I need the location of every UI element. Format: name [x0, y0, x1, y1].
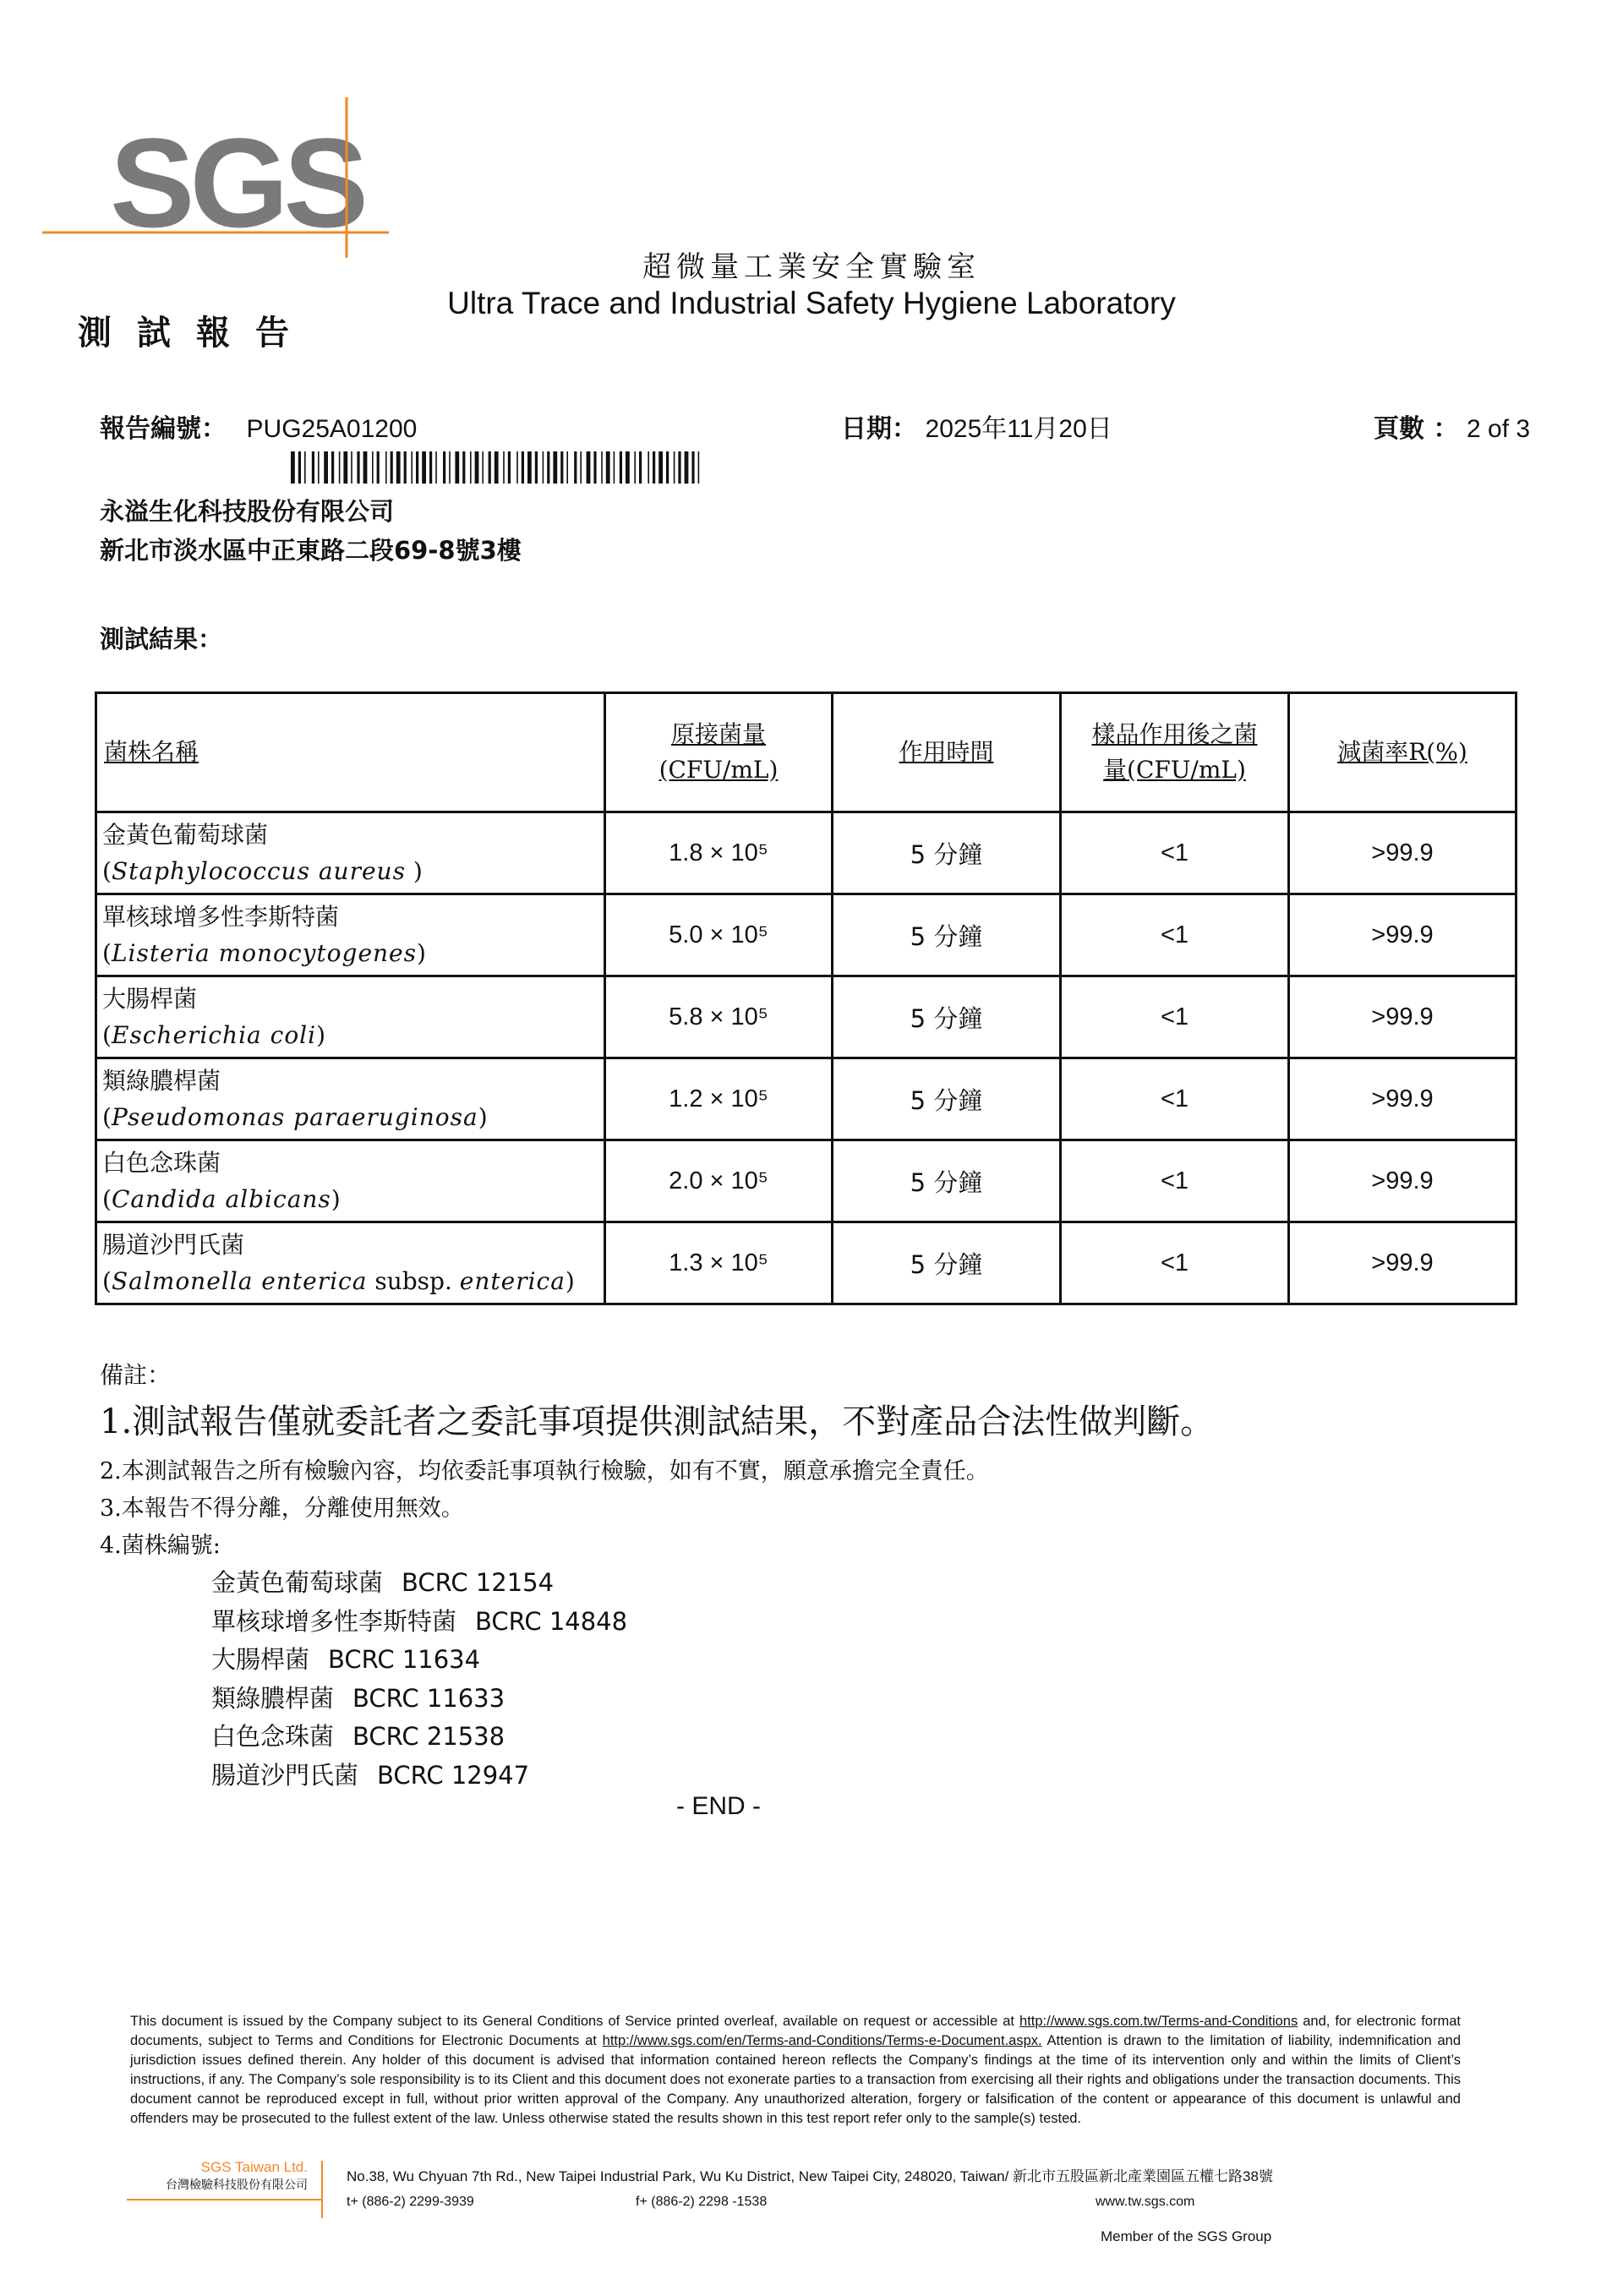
barcode-bar [422, 451, 426, 484]
strain-code-value: BCRC 11633 [352, 1683, 505, 1713]
inoculum-cell: 5.8 × 10⁵ [605, 976, 833, 1058]
strain-name-cell [96, 976, 605, 1058]
reduction-cell: >99.9 [1289, 976, 1516, 1058]
client-info [100, 492, 522, 570]
after-count-cell: <1 [1061, 812, 1289, 894]
header-reduction: 減菌率R(%) [1289, 693, 1516, 812]
strain-name-zh: 腸道沙門氏菌 [102, 1231, 245, 1259]
inoculum-cell: 5.0 × 10⁵ [605, 894, 833, 976]
strain-code-name: 金黃色葡萄球菌 [211, 1568, 384, 1597]
strain-name-cell [96, 1222, 605, 1304]
barcode-bar [449, 451, 451, 484]
barcode-bar [639, 451, 642, 484]
strain-scientific-name: (Salmonella enterica subsp. enterica) [102, 1267, 575, 1295]
barcode-bar [391, 451, 393, 484]
barcode-bar [658, 451, 663, 484]
note-1: 1.測試報告僅就委託者之委託事項提供測試結果，不對產品合法性做判斷。 [100, 1402, 1215, 1441]
time-cell: 5 分鐘 [833, 1222, 1061, 1304]
footer-fax: f+ (886-2) 2298 -1538 [636, 2195, 768, 2209]
strain-code-name: 白色念珠菌 [211, 1722, 335, 1751]
barcode-bar [377, 451, 380, 484]
barcode-bar [455, 451, 459, 484]
strain-name-zh: 大腸桿菌 [102, 985, 198, 1013]
after-count-cell: <1 [1061, 894, 1289, 976]
barcode-bar [614, 451, 615, 484]
page-value: 2 of 3 [1467, 415, 1531, 443]
time-cell: 5 分鐘 [833, 1058, 1061, 1140]
strain-code-value: BCRC 12154 [402, 1568, 555, 1597]
header-strain: 菌株名稱 [96, 693, 605, 812]
barcode-bar [543, 451, 544, 484]
terms-link[interactable]: http://www.sgs.com.tw/Terms-and-Conditions [1019, 2014, 1298, 2029]
time-cell: 5 分鐘 [833, 1140, 1061, 1222]
barcode-bar [547, 451, 549, 484]
header-time: 作用時間 [833, 693, 1061, 812]
table-row [96, 976, 1516, 1058]
strain-code-item [211, 1757, 627, 1796]
barcode-bar [435, 451, 437, 484]
footer-website[interactable]: www.tw.sgs.com [1096, 2195, 1195, 2209]
sgs-logo [42, 93, 397, 262]
strain-code-item [211, 1603, 627, 1642]
strain-code-value: BCRC 21538 [352, 1722, 505, 1751]
inoculum-cell: 2.0 × 10⁵ [605, 1140, 833, 1222]
barcode-bar [620, 451, 622, 484]
after-count-cell: <1 [1061, 1222, 1289, 1304]
strain-code-item [211, 1564, 627, 1603]
disclaimer [130, 2012, 1461, 2129]
barcode-bar [626, 451, 630, 484]
barcode-bar [685, 451, 689, 484]
barcode-bar [698, 451, 700, 484]
footer-divider-vertical [321, 2161, 323, 2218]
barcode-bar [522, 451, 524, 484]
barcode-bar [298, 451, 301, 484]
page-label: 頁數 ： [1374, 414, 1459, 444]
barcode-bar [560, 451, 563, 484]
results-table [95, 692, 1517, 1305]
barcode-bar [678, 451, 680, 484]
time-cell: 5 分鐘 [833, 976, 1061, 1058]
header-inoculum: 原接菌量 (CFU/mL) [605, 693, 833, 812]
strain-name-cell [96, 1140, 605, 1222]
barcode-bar [535, 451, 538, 484]
barcode-bar [574, 451, 577, 484]
barcode-bar [429, 451, 432, 484]
barcode-bar [527, 451, 532, 484]
barcode-bar [489, 451, 491, 484]
reduction-cell: >99.9 [1289, 894, 1516, 976]
barcode-bar [331, 451, 334, 484]
reduction-cell: >99.9 [1289, 1222, 1516, 1304]
footer-divider [127, 2199, 321, 2200]
after-count-cell: <1 [1061, 1058, 1289, 1140]
table-header-row [96, 693, 1516, 812]
table-row [96, 1140, 1516, 1222]
inoculum-cell: 1.8 × 10⁵ [605, 812, 833, 894]
barcode-bar [363, 451, 368, 484]
strain-code-value: BCRC 12947 [377, 1760, 530, 1790]
barcode-bar [339, 451, 341, 484]
logo-text: SGS [110, 112, 364, 254]
strain-scientific-name: (Candida albicans) [102, 1185, 341, 1213]
barcode-bar [404, 451, 407, 484]
footer-address: No.38, Wu Chyuan 7th Rd., New Taipei Industrial Park, Wu Ku District, New Taipei City, 248020, Taiwan/ 新北市五股區新北產業園區五權七路38號 [347, 2168, 1273, 2184]
strain-code-item [211, 1718, 627, 1757]
page-count [1374, 407, 1530, 445]
report-number [100, 407, 417, 445]
barcode-bar [443, 451, 445, 484]
after-count-cell: <1 [1061, 976, 1289, 1058]
table-row [96, 1222, 1516, 1304]
strain-name-zh: 類綠膿桿菌 [102, 1067, 221, 1095]
footer-brand [130, 2159, 308, 2193]
strain-code-item [211, 1641, 627, 1680]
strain-name-cell [96, 894, 605, 976]
table-row [96, 1058, 1516, 1140]
barcode-bar [691, 451, 694, 484]
footer-telephone: t+ (886-2) 2299-3939 [347, 2195, 474, 2209]
barcode-bar [324, 451, 328, 484]
reduction-cell: >99.9 [1289, 1140, 1516, 1222]
disclaimer-text-2: and, for electronic format documents, subject to Terms and Conditions for Electronic Documents at [130, 2014, 1461, 2048]
barcode-bar [666, 451, 669, 484]
strain-scientific-name: (Escherichia coli) [102, 1021, 326, 1049]
disclaimer-text-1: This document is issued by the Company subject to its General Conditions of Service printed overleaf, available on request or accessible at [130, 2014, 1020, 2029]
barcode-bar [593, 451, 596, 484]
strain-code-item [211, 1680, 627, 1719]
table-row [96, 894, 1516, 976]
table-row [96, 812, 1516, 894]
e-document-terms-link[interactable]: http://www.sgs.com/en/Terms-and-Conditions/Terms-e-Document.aspx. [602, 2033, 1042, 2048]
barcode-bar [357, 451, 359, 484]
strain-name-zh: 白色念珠菌 [102, 1149, 221, 1177]
report-number-value: PUG25A01200 [246, 415, 418, 443]
report-number-label: 報告編號： [100, 414, 227, 444]
strain-scientific-name: (Staphylococcus aureus ) [102, 857, 423, 885]
note-4: 4.菌株編號: [100, 1533, 221, 1559]
barcode-bar [653, 451, 655, 484]
barcode-bar [503, 451, 505, 484]
time-cell: 5 分鐘 [833, 894, 1061, 976]
barcode-bar [495, 451, 499, 484]
barcode-bar [516, 451, 518, 484]
strain-scientific-name: (Pseudomonas paraeruginosa) [102, 1103, 488, 1131]
barcode-bar [606, 451, 610, 484]
lab-name-en: Ultra Trace and Industrial Safety Hygiene Laboratory [447, 286, 1176, 320]
inoculum-cell: 1.2 × 10⁵ [605, 1058, 833, 1140]
strain-code-value: BCRC 14848 [475, 1606, 628, 1636]
barcode-bar [648, 451, 649, 484]
inoculum-cell: 1.3 × 10⁵ [605, 1222, 833, 1304]
strain-name-zh: 金黃色葡萄球菌 [102, 821, 269, 849]
barcode-bar [351, 451, 352, 484]
footer-member: Member of the SGS Group [1101, 2228, 1272, 2244]
barcode-bar [634, 451, 636, 484]
barcode-bar [470, 451, 472, 484]
barcode-bar [411, 451, 413, 484]
barcode-bar [312, 451, 314, 484]
lab-name-zh: 超微量工業安全實驗室 [642, 250, 981, 284]
barcode-bar [304, 451, 306, 484]
barcode [291, 451, 702, 484]
strain-code-list [211, 1564, 627, 1795]
strain-name-cell [96, 812, 605, 894]
barcode-bar [318, 451, 320, 484]
barcode-bar [580, 451, 582, 484]
strain-name-zh: 單核球增多性李斯特菌 [102, 903, 340, 931]
footer-brand-en: SGS Taiwan Ltd. [200, 2159, 308, 2175]
barcode-bar [508, 451, 511, 484]
report-date [841, 407, 1112, 445]
strain-code-name: 單核球增多性李斯特菌 [211, 1606, 457, 1636]
barcode-bar [587, 451, 591, 484]
date-value: 2025年11月20日 [925, 415, 1112, 443]
report-title: 測試報告 [78, 313, 314, 353]
header-after: 樣品作用後之菌 量(CFU/mL) [1061, 693, 1289, 812]
barcode-bar [482, 451, 484, 484]
barcode-bar [385, 451, 387, 484]
note-2: 2.本測試報告之所有檢驗內容，均依委託事項執行檢驗，如有不實，願意承擔完全責任。 [100, 1458, 989, 1484]
end-mark: - END - [676, 1792, 761, 1820]
barcode-bar [372, 451, 374, 484]
date-label: 日期： [841, 414, 917, 444]
after-count-cell: <1 [1061, 1140, 1289, 1222]
footer-brand-zh: 台灣檢驗科技股份有限公司 [166, 2178, 308, 2192]
barcode-bar [343, 451, 347, 484]
barcode-bar [475, 451, 479, 484]
note-3: 3.本報告不得分離，分離使用無效。 [100, 1495, 464, 1522]
strain-name-cell [96, 1058, 605, 1140]
time-cell: 5 分鐘 [833, 812, 1061, 894]
results-label: 測試結果： [100, 625, 223, 653]
notes-label: 備註： [100, 1361, 172, 1389]
reduction-cell: >99.9 [1289, 1058, 1516, 1140]
barcode-bar [674, 451, 675, 484]
barcode-bar [566, 451, 568, 484]
strain-code-name: 腸道沙門氏菌 [211, 1760, 359, 1790]
strain-code-value: BCRC 11634 [328, 1645, 481, 1674]
reduction-cell: >99.9 [1289, 812, 1516, 894]
strain-code-name: 大腸桿菌 [211, 1645, 310, 1674]
barcode-bar [396, 451, 401, 484]
barcode-bar [291, 451, 295, 484]
client-name: 永溢生化科技股份有限公司 [100, 497, 395, 526]
barcode-bar [553, 451, 557, 484]
strain-code-name: 類綠膿桿菌 [211, 1683, 335, 1713]
disclaimer-text-3: Attention is drawn to the limitation of liability, indemnification and jurisdiction issues defined therein. Any holder of this document is advised that information contained hereon reflects the Company’s findings at the time of its intervention only and within the limits of Client’s instructions, if any. The Company’s sole responsibility is to its Client and this document does not exonerate parties to a transaction from exercising all their rights and obligations under the transaction documents. This document cannot be reproduced except in full, without prior written approval of the Company. Any unauthorized alteration, forgery or falsification of the content or appearance of this document is unlawful and offenders may be prosecuted to the fullest extent of the law. Unless otherwise stated the results shown in this test report refer only to the sample(s) tested. [130, 2033, 1461, 2126]
barcode-bar [462, 451, 465, 484]
strain-scientific-name: (Listeria monocytogenes) [102, 939, 426, 967]
barcode-bar [601, 451, 603, 484]
barcode-bar [416, 451, 418, 484]
client-address: 新北市淡水區中正東路二段69-8號3樓 [100, 536, 522, 565]
